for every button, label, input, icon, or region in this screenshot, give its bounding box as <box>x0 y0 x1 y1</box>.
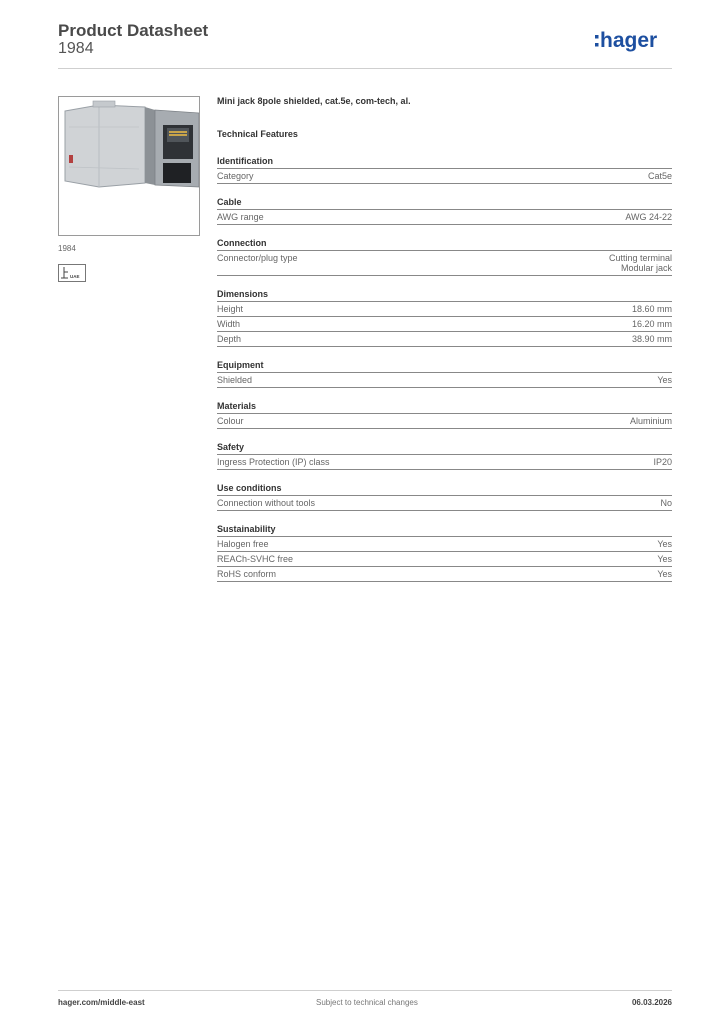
page-title: Product Datasheet <box>58 21 209 40</box>
spec-row <box>217 496 672 511</box>
technical-content <box>217 95 672 582</box>
spec-value <box>632 304 672 314</box>
header-divider <box>58 68 672 69</box>
spec-value <box>625 212 672 222</box>
spec-row <box>217 537 672 552</box>
spec-value <box>657 539 672 549</box>
spec-label: Shielded <box>217 375 253 385</box>
spec-value <box>660 498 672 508</box>
footer-date: 06.03.2026 <box>631 998 672 1007</box>
feature-section <box>217 237 672 276</box>
section-title: Cable <box>217 196 672 210</box>
mini-jack-illustration <box>59 97 199 235</box>
section-title: Sustainability <box>217 523 672 537</box>
product-image <box>58 96 200 236</box>
spec-row <box>217 317 672 332</box>
feature-section <box>217 288 672 347</box>
image-caption: 1984 <box>58 244 76 253</box>
section-title: Use conditions <box>217 482 672 496</box>
spec-value <box>632 334 672 344</box>
section-title: Connection <box>217 237 672 251</box>
feature-section <box>217 523 672 582</box>
spec-row <box>217 210 672 225</box>
spec-value <box>657 375 672 385</box>
spec-value-line: Yes <box>657 539 672 549</box>
spec-label: REACh-SVHC free <box>217 554 294 564</box>
section-title: Equipment <box>217 359 672 373</box>
spec-value-line: IP20 <box>653 457 672 467</box>
spec-value-line: Yes <box>657 375 672 385</box>
spec-value-line: 38.90 mm <box>631 334 672 344</box>
spec-value-line: 18.60 mm <box>631 304 672 314</box>
spec-label: Colour <box>217 416 244 426</box>
spec-label: Width <box>217 319 241 329</box>
technical-features-title: Technical Features <box>217 129 298 139</box>
spec-label: Connector/plug type <box>217 253 298 263</box>
spec-value-line: Cat5e <box>647 171 672 181</box>
spec-value <box>657 569 672 579</box>
spec-row <box>217 332 672 347</box>
uae-mark-badge <box>58 264 86 282</box>
product-reference: 1984 <box>58 40 94 57</box>
product-name: Mini jack 8pole shielded, cat.5e, com-tech, al. <box>217 96 411 106</box>
feature-section <box>217 441 672 470</box>
spec-row <box>217 455 672 470</box>
feature-section <box>217 359 672 388</box>
spec-label: AWG range <box>217 212 264 222</box>
spec-label: Depth <box>217 334 242 344</box>
section-title: Identification <box>217 155 672 169</box>
spec-value-line: 16.20 mm <box>631 319 672 329</box>
feature-section <box>217 400 672 429</box>
spec-value-line: Cutting terminal <box>608 253 672 263</box>
spec-row <box>217 552 672 567</box>
feature-section <box>217 196 672 225</box>
spec-value-line: AWG 24-22 <box>625 212 672 222</box>
spec-label: RoHS conform <box>217 569 277 579</box>
feature-sections <box>217 155 672 582</box>
spec-value-line: Yes <box>657 569 672 579</box>
hager-logo <box>594 26 674 56</box>
spec-label: Connection without tools <box>217 498 316 508</box>
spec-value-line: Yes <box>657 554 672 564</box>
spec-value <box>653 457 672 467</box>
feature-section <box>217 482 672 511</box>
uae-mark-icon <box>59 265 85 281</box>
spec-value-line: Modular jack <box>620 263 672 273</box>
spec-row <box>217 567 672 582</box>
spec-value <box>609 253 672 273</box>
brand-wordmark: hager <box>600 29 658 52</box>
spec-value-line: No <box>660 498 672 508</box>
section-title: Safety <box>217 441 672 455</box>
spec-value <box>630 416 672 426</box>
section-title: Materials <box>217 400 672 414</box>
spec-row <box>217 414 672 429</box>
badge-label: UAE <box>70 274 80 279</box>
spec-row <box>217 373 672 388</box>
spec-value <box>648 171 672 181</box>
footer-website: hager.com/middle-east <box>58 998 145 1007</box>
feature-section <box>217 155 672 184</box>
spec-value <box>657 554 672 564</box>
spec-label: Halogen free <box>217 539 269 549</box>
spec-row <box>217 251 672 276</box>
footer-divider <box>58 990 672 991</box>
section-title: Dimensions <box>217 288 672 302</box>
spec-label: Category <box>217 171 254 181</box>
spec-label: Height <box>217 304 244 314</box>
spec-row <box>217 169 672 184</box>
spec-value-line: Aluminium <box>629 416 672 426</box>
spec-label: Ingress Protection (IP) class <box>217 457 330 467</box>
spec-value <box>632 319 672 329</box>
spec-row <box>217 302 672 317</box>
footer-disclaimer: Subject to technical changes <box>316 998 418 1007</box>
